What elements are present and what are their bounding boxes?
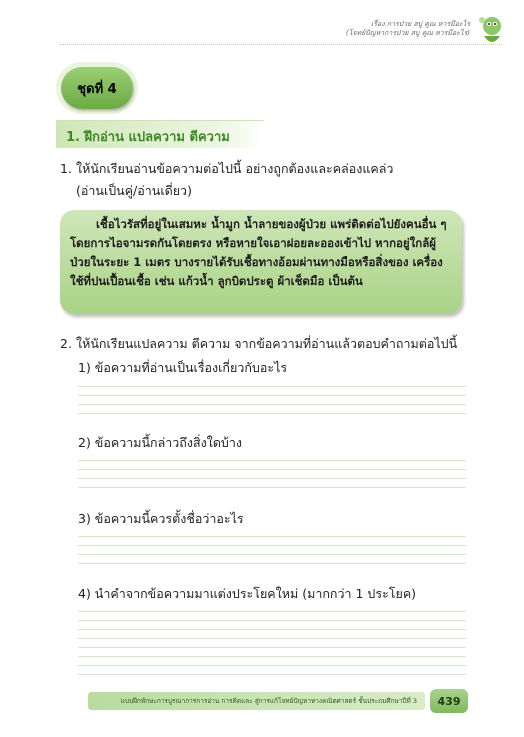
subquestion-1: 1) ข้อความที่อ่านเป็นเรื่องเกี่ยวกับอะไร (78, 360, 288, 375)
answer-lines-4[interactable] (78, 603, 466, 675)
subquestion-3: 3) ข้อความนี้ควรตั้งชื่อว่าอะไร (78, 511, 244, 526)
answer-lines-3[interactable] (78, 528, 466, 564)
running-header (346, 20, 470, 38)
question-1-text: ให้นักเรียนอ่านข้อความต่อไปนี้ อย่างถูกต้องและคล่องแคล่ว (76, 161, 394, 176)
subquestion-4: 4) นำคำจากข้อความมาแต่งประโยคใหม่ (มากกว่า 1 ประโยค) (78, 586, 417, 601)
answer-lines-1[interactable] (78, 378, 466, 414)
section-title: 1. ฝึกอ่าน แปลความ ตีความ (66, 130, 230, 145)
set-badge (56, 62, 138, 114)
mascot-icon (478, 14, 506, 48)
answer-lines-2[interactable] (78, 452, 466, 488)
question-1 (60, 159, 393, 179)
question-1-number: 1. (60, 161, 72, 176)
footer-bar (88, 692, 425, 710)
question-2 (60, 334, 457, 354)
question-2-text: ให้นักเรียนแปลความ ตีความ จากข้อความที่อ่านแล้วตอบคำถามต่อไปนี้ (76, 336, 458, 351)
header-divider (60, 44, 502, 45)
question-2-number: 2. (60, 336, 72, 351)
passage-text: เชื้อไวรัสที่อยู่ในเสมหะ น้ำมูก น้ำลายของผู้ป่วย แพร่ติดต่อไปยังคนอื่น ๆ โดยการไอจามรดกันโดยตรง หรือหายใจเอาฝอยละอองเข้าไป หากอยู่ใกล้ผู้ป่วยในระยะ 1 เมตร บางรายได้รับเชื้อทางอ้อมผ่านทางมือหรือสิ่งของ เครื่องใช้ที่ปนเปื้อนเชื้อ เช่น แก้วน้ำ ลูกบิดประตู ผ้าเช็ดมือ เป็นต้น (70, 217, 447, 288)
header-line-2: (โจทย์ปัญหาการป่วย สบู่ คูณ หารมีอะไร) (345, 29, 470, 37)
reading-passage (60, 210, 462, 314)
subquestion-2: 2) ข้อความนี้กล่าวถึงสิ่งใดบ้าง (78, 435, 242, 450)
set-label: ชุดที่ 4 (61, 67, 133, 109)
page-number: 439 (430, 689, 468, 713)
footer-text: แบบฝึกทักษะการบูรณาการการอ่าน การคิดและ สู่การแก้โจทย์ปัญหาทางคณิตศาสตร์ ชั้นประถมศึกษาปีที่ 3 (120, 697, 417, 705)
header-line-1: เรื่อง การป่วย สบู่ คูณ หารมีอะไร (370, 20, 470, 28)
section-heading (56, 120, 264, 148)
question-1-note: (อ่านเป็นคู่/อ่านเดี่ยว) (76, 183, 192, 198)
